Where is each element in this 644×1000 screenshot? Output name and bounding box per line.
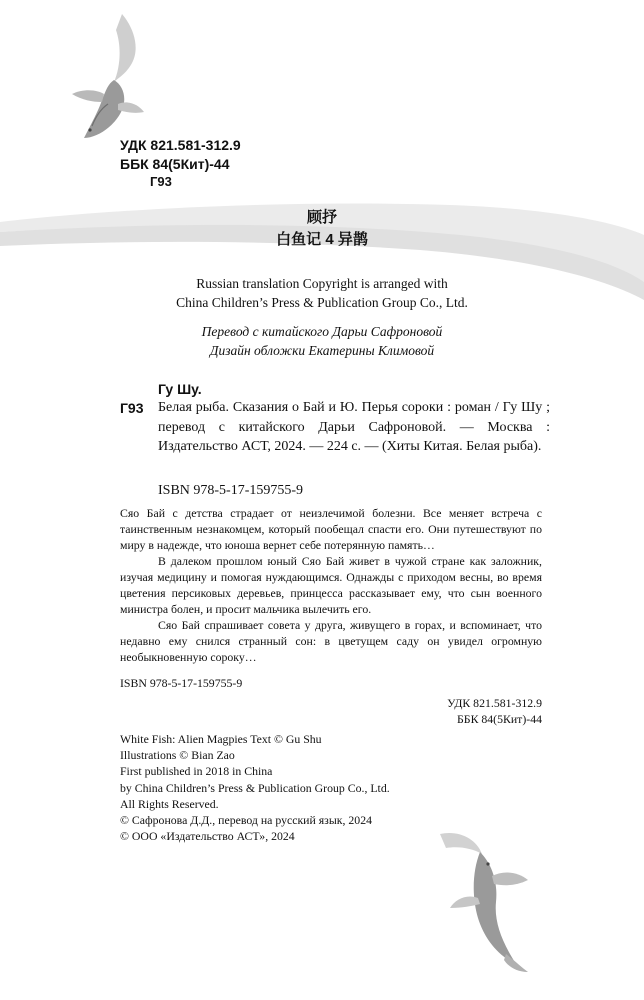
koi-fish-icon: [432, 824, 542, 974]
copyright-line: © ООО «Издательство АСТ», 2024: [120, 829, 295, 844]
annotation-paragraph: В далеком прошлом юный Сяо Бай живет в чужой стране как заложник, изучая медицину и помогая нуждающимся. Однажды с приходом весны, во время цветения персиковых деревьев, принцесса рассказывает ему, что сын военного министра болен, и просит мальчика вылечить его.: [120, 554, 542, 616]
credits: [0, 322, 644, 360]
annotation: [120, 505, 542, 665]
copyright-block: [120, 731, 390, 844]
udk-code: УДК 821.581-312.9: [120, 137, 241, 153]
biblio-author: Гу Шу.: [158, 381, 202, 397]
footer-bbk: ББК 84(5Кит)-44: [457, 712, 542, 726]
copyright-line: All Rights Reserved.: [120, 796, 219, 811]
copyright-line: © Сафронова Д.Д., перевод на русский язык, 2024: [120, 813, 372, 828]
footer-udk: УДК 821.581-312.9: [447, 696, 542, 710]
rights-line: Russian translation Copyright is arranged with: [196, 276, 448, 291]
koi-fish-icon: [62, 8, 162, 143]
copyright-line: by China Children’s Press & Publication Group Co., Ltd.: [120, 780, 390, 795]
bbk-code: ББК 84(5Кит)-44: [120, 156, 230, 172]
rights-notice: [0, 274, 644, 312]
author-mark: Г93: [150, 174, 172, 189]
chinese-author: 顾抒: [306, 209, 337, 226]
translator-credit: Перевод с китайского Дарьи Сафроновой: [201, 324, 443, 339]
biblio-isbn: ISBN 978-5-17-159755-9: [158, 483, 304, 498]
copyright-line: Illustrations © Bian Zao: [120, 748, 235, 763]
biblio-description: Белая рыба. Сказания о Бай и Ю. Перья сороки : роман / Гу Шу ; перевод с китайского Дарьи Сафроновой. — Москва : Издательство АСТ, 2024. — 224 с. — (Хиты Китая. Белая рыба).: [158, 400, 550, 454]
copyright-line: White Fish: Alien Magpies Text © Gu Shu: [120, 732, 322, 746]
copyright-line: First published in 2018 in China: [120, 764, 273, 779]
annotation-paragraph: Сяо Бай спрашивает совета у друга, живущего в горах, и вспоминает, что недавно ему снился странный сон: в цветущем саду он увидел огромную необыкновенную сороку…: [120, 618, 542, 664]
footer-classification: [360, 695, 542, 727]
chinese-title: 白鱼记 4 异鹊: [276, 231, 368, 248]
cover-design-credit: Дизайн обложки Екатерины Климовой: [209, 343, 435, 358]
rights-line: China Children’s Press & Publication Group Co., Ltd.: [176, 295, 468, 310]
footer-isbn: ISBN 978-5-17-159755-9: [120, 676, 243, 690]
biblio-code: Г93: [120, 400, 144, 416]
udk-header: [120, 136, 241, 174]
annotation-paragraph: Сяо Бай с детства страдает от неизлечимой болезни. Все меняет встреча с таинственным незнакомцем, который пообещал спасти его. Они путешествуют по миру в надежде, что юноша вернет себе потерянную память…: [120, 506, 542, 552]
